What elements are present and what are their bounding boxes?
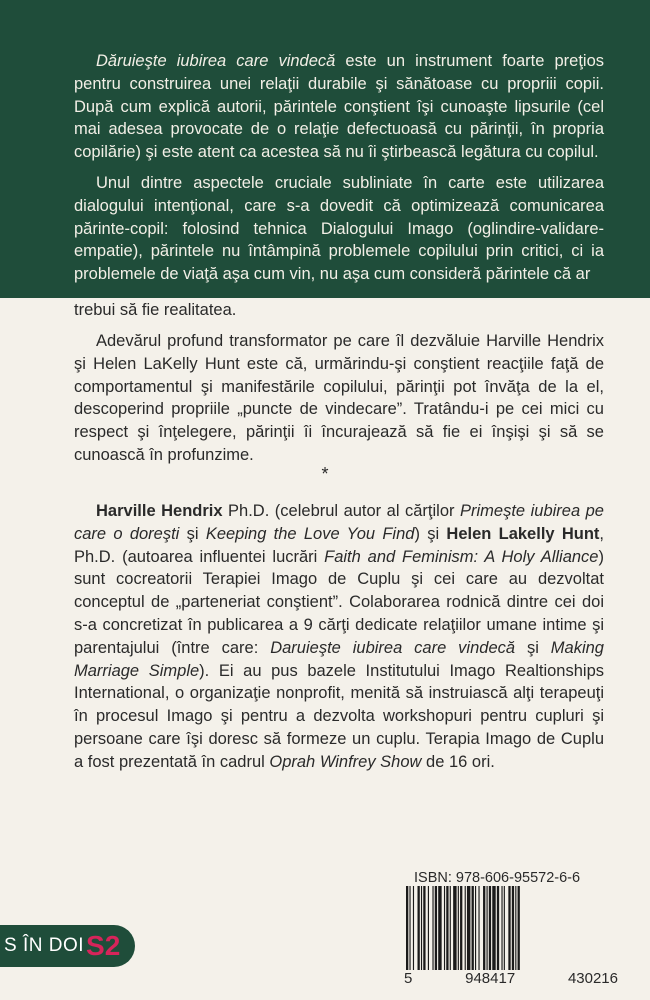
barcode-bar	[406, 886, 408, 970]
barcode-bar	[418, 886, 420, 970]
barcode-bar	[446, 886, 448, 970]
barcode-bar	[472, 886, 474, 970]
blurb-paragraph-1: Dăruieşte iubirea care vindecă este un instrument foarte preţios pentru construirea unei relaţii durabile şi sănătoase cu propriii copii. După cum explică autorii, părintele conştient îşi cunoaşte lipsurile (cel mai adesea provocate de o relaţie defectuoasă cu părinţii, în propria copilărie) şi este atent ca acestea să nu îi ştirbească legătura cu copilul.	[74, 52, 604, 162]
barcode-bar	[432, 886, 433, 970]
author-name-1: Harville Hendrix	[96, 502, 223, 520]
section-separator: *	[321, 464, 329, 484]
barcode-bar	[512, 886, 514, 970]
barcode-bar	[444, 886, 445, 970]
book-title: Dăruieşte iubirea care vindecă	[96, 52, 336, 70]
barcode-bar	[428, 886, 429, 970]
barcode-bar	[497, 886, 499, 970]
barcode-bar	[492, 886, 495, 970]
barcode-bar	[413, 886, 414, 970]
barcode-bar	[467, 886, 470, 970]
barcode-bar	[518, 886, 520, 970]
publisher-logo-mark: S2	[86, 930, 121, 961]
barcode-bar	[508, 886, 510, 970]
isbn-label: ISBN: 978-606-95572-6-6	[414, 870, 581, 886]
barcode-bar	[478, 886, 479, 970]
blurb-paragraph-2: Unul dintre aspectele cruciale subliniate în carte este utilizarea dialogului intenţional, care s-a dovedit că optimizează comunicarea părinte-copil: folosind tehnica Dialogului Imago (oglindire-validare-empatie), părintele nu întâmpină problemele copilului prin critici, ci ia problemele de viaţă aşa cum vin, nu aşa cum consideră părintele că ar	[74, 173, 604, 284]
barcode-bar	[487, 886, 488, 970]
barcode-bar	[460, 886, 462, 970]
barcode-icon	[404, 886, 618, 970]
barcode-bar	[421, 886, 422, 970]
barcode-bar	[435, 886, 437, 970]
barcode-bar	[504, 886, 505, 970]
publisher-logo-text: S ÎN DOI	[4, 935, 85, 956]
barcode-bar	[465, 886, 466, 970]
barcode-bar	[409, 886, 410, 970]
barcode-bar	[438, 886, 441, 970]
barcode-bar	[458, 886, 459, 970]
book-blurb	[74, 50, 604, 294]
barcode-bar	[483, 886, 485, 970]
author-name-2: Helen Lakelly Hunt	[446, 524, 600, 543]
barcode-bar	[501, 886, 502, 970]
blurb-paragraph-2-end: trebui să fie realitatea.	[74, 301, 237, 319]
barcode-bar	[450, 886, 451, 970]
blurb-paragraph-3: Adevărul profund transformator pe care îl dezvăluie Harville Hendrix şi Helen LaKelly Hunt este că, urmărindu-şi conştient reacţiile faţă de comportamentul şi manifestările copilului, părinţii pot învăţa de la el, descoperind propriile „puncte de vindecare”. Tratându-i pe cei mici cu respect şi înţelegere, părinţii îi încurajează să fie ei înşişi şi să se cunoască în profunzime.	[74, 332, 604, 464]
author-bio: Harville Hendrix Ph.D. (celebrul autor al cărţilor Primeşte iubirea pe care o doreşti şi Keeping the Love You Find) şi Helen Lakelly Hunt, Ph.D. (autoarea influentei lucrări Faith and Feminism: A Holy Alliance) sunt cocreatorii Terapiei Imago de Cuplu şi cei care au dezvoltat conceptul de „parteneriat conştient”. Colaborarea rodnică dintre cei doi s-a concretizat în publicarea a 9 cărţi dedicate relaţiilor umane intime şi parentajului (între care: Daruieşte iubirea care vindecă şi Making Marriage Simple). Ei au pus bazele Institutului Imago Realtionships International, o organizaţie nonprofit, menită să instruiască alţi terapeuţi în procesul Imago şi pentru a dezvolta workshopuri pentru cupluri şi persoane care îşi doresc să formeze un cuplu. Terapia Imago de Cuplu a fost prezentată în cadrul Oprah Winfrey Show de 16 ori.	[74, 502, 605, 771]
publisher-logo	[0, 925, 135, 967]
barcode-bar	[489, 886, 491, 970]
barcode-bar	[453, 886, 456, 970]
barcode-bar	[423, 886, 425, 970]
barcode-bar	[515, 886, 516, 970]
barcode-digits: 5 948417 430216	[404, 970, 618, 987]
barcode-bar	[475, 886, 476, 970]
